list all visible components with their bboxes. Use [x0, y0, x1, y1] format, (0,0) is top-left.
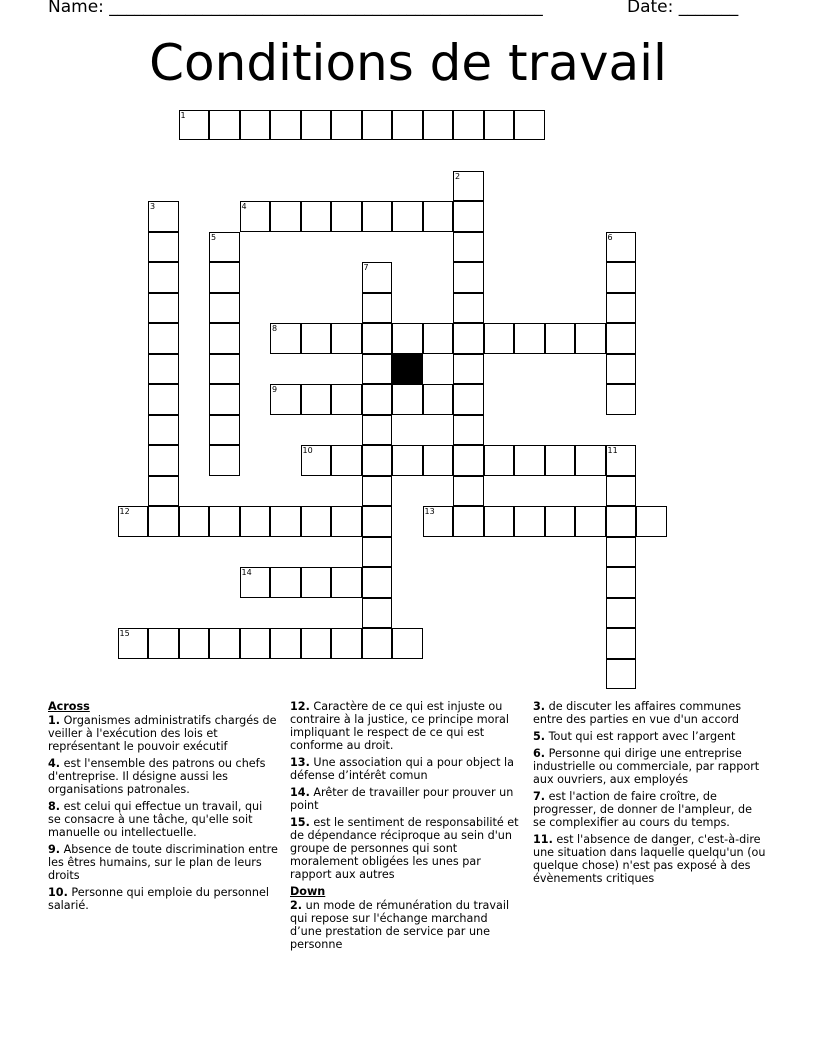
crossword-cell[interactable] [301, 110, 332, 141]
clue-across-1 [48, 714, 278, 753]
crossword-cell[interactable] [606, 598, 637, 629]
crossword-cell[interactable] [362, 598, 393, 629]
clue-number: 13. [290, 756, 310, 769]
clue-text: Organismes administratifs chargés de veiller à l'exécution des lois et représentant le pouvoir exécutif [48, 714, 277, 753]
crossword-cell[interactable] [148, 262, 179, 293]
crossword-cell[interactable] [331, 567, 362, 598]
page-title: Conditions de travail [149, 34, 667, 92]
crossword-cell[interactable] [606, 232, 637, 263]
crossword-cell[interactable] [148, 323, 179, 354]
clue-number: 7. [533, 790, 546, 803]
clue-number-label: 9 [272, 385, 278, 394]
crossword-cell[interactable] [606, 506, 637, 537]
crossword-cell[interactable] [575, 506, 606, 537]
crossword-cell[interactable] [209, 384, 240, 415]
crossword-cell[interactable] [392, 110, 423, 141]
crossword-cell[interactable] [301, 201, 332, 232]
crossword-cell[interactable] [301, 384, 332, 415]
clue-text: est l'ensemble des patrons ou chefs d'entreprise. Il désigne aussi les organisations patronales. [48, 757, 266, 796]
clue-number-label: 13 [424, 507, 435, 516]
crossword-cell[interactable] [453, 293, 484, 324]
crossword-cell[interactable] [545, 323, 576, 354]
crossword-cell[interactable] [301, 445, 332, 476]
crossword-cell[interactable] [514, 110, 545, 141]
crossword-cell[interactable] [209, 110, 240, 141]
clue-number: 1. [48, 714, 61, 727]
clue-text: est celui qui effectue un travail, qui se consacre à une tâche, qu'elle soit manuelle ou intellectuelle. [48, 800, 263, 839]
clue-down-3 [533, 700, 768, 726]
crossword-cell[interactable] [362, 323, 393, 354]
crossword-cell[interactable] [392, 323, 423, 354]
crossword-cell[interactable] [423, 110, 454, 141]
crossword-cell[interactable] [362, 506, 393, 537]
crossword-cell[interactable] [575, 445, 606, 476]
crossword-cell[interactable] [179, 628, 210, 659]
clue-text: Caractère de ce qui est injuste ou contraire à la justice, ce principe moral impliquant le respect de ce qui est conforme au droit. [290, 700, 510, 752]
crossword-cell[interactable] [301, 628, 332, 659]
crossword-cell[interactable] [362, 445, 393, 476]
clues-column-3 [533, 700, 768, 889]
crossword-cell[interactable] [484, 445, 515, 476]
crossword-cell[interactable] [484, 506, 515, 537]
crossword-cell[interactable] [148, 415, 179, 446]
crossword-cell[interactable] [453, 171, 484, 202]
clue-number-label: 1 [180, 110, 186, 120]
crossword-cell[interactable] [362, 201, 393, 232]
crossword-cell[interactable] [362, 567, 393, 598]
crossword-cell[interactable] [270, 323, 301, 354]
crossword-cell[interactable] [209, 506, 240, 537]
clue-text: Une association qui a pour object la défense d’intérêt comun [290, 756, 515, 782]
crossword-cell[interactable] [209, 415, 240, 446]
clue-number-label: 8 [272, 324, 278, 333]
crossword-cell[interactable] [362, 293, 393, 324]
crossword-cell[interactable] [209, 445, 240, 476]
crossword-cell[interactable] [270, 110, 301, 141]
crossword-cell[interactable] [270, 506, 301, 537]
crossword-cell[interactable] [331, 384, 362, 415]
clue-number-label: 6 [607, 232, 613, 242]
clue-text: Personne qui emploie du personnel salarié. [48, 886, 269, 912]
clue-text: Arêter de travailler pour prouver un point [290, 786, 514, 812]
crossword-cell[interactable] [148, 293, 179, 324]
crossword-cell[interactable] [331, 110, 362, 141]
crossword-cell[interactable] [148, 354, 179, 385]
crossword-cell[interactable] [514, 445, 545, 476]
crossword-cell[interactable] [453, 323, 484, 354]
crossword-cell[interactable] [606, 384, 637, 415]
crossword-cell[interactable] [453, 354, 484, 385]
crossword-cell[interactable] [453, 476, 484, 507]
crossword-cell[interactable] [392, 384, 423, 415]
clue-down-11 [533, 833, 768, 885]
clue-across-9 [48, 843, 278, 882]
crossword-cell[interactable] [606, 354, 637, 385]
crossword-cell[interactable] [301, 323, 332, 354]
clue-text: est l'action de faire croître, de progresser, de donner de l'ampleur, de se complexifier au cours du temps. [533, 790, 752, 829]
clue-number: 12. [290, 700, 310, 713]
crossword-cell[interactable] [575, 323, 606, 354]
crossword-cell[interactable] [331, 323, 362, 354]
crossword-cell[interactable] [392, 201, 423, 232]
name-field-label: Name: ___________________________________________________ [48, 0, 543, 17]
black-square [392, 354, 423, 385]
crossword-cell[interactable] [362, 384, 393, 415]
crossword-cell[interactable] [270, 628, 301, 659]
crossword-cell[interactable] [606, 476, 637, 507]
clue-number-label: 2 [455, 171, 461, 181]
clue-across-10 [48, 886, 278, 912]
clue-down-5 [533, 730, 768, 743]
clue-down-2 [290, 899, 520, 951]
clues-column-1 [48, 700, 278, 916]
crossword-cell[interactable] [301, 567, 332, 598]
clue-number-label: 12 [119, 507, 130, 516]
clue-number: 2. [290, 899, 303, 912]
crossword-cell[interactable] [606, 445, 637, 476]
crossword-cell[interactable] [270, 384, 301, 415]
clue-number: 10. [48, 886, 68, 899]
clue-number-label: 11 [607, 446, 618, 455]
clue-number: 5. [533, 730, 546, 743]
crossword-cell[interactable] [545, 506, 576, 537]
clue-number: 11. [533, 833, 553, 846]
crossword-cell[interactable] [118, 628, 149, 659]
down-heading: Down [290, 885, 326, 898]
clue-text: Personne qui dirige une entreprise industrielle ou commerciale, par rapport aux ouvriers, aux employés [533, 747, 760, 786]
clue-across-12 [290, 700, 520, 752]
clue-number-label: 5 [211, 232, 217, 242]
crossword-cell[interactable] [209, 232, 240, 263]
crossword-cell[interactable] [453, 384, 484, 415]
clue-number: 15. [290, 816, 310, 829]
clue-text: de discuter les affaires communes entre des parties en vue d'un accord [533, 700, 742, 726]
crossword-cell[interactable] [148, 445, 179, 476]
crossword-cell[interactable] [362, 537, 393, 568]
clue-number-label: 14 [241, 568, 252, 577]
crossword-cell[interactable] [209, 323, 240, 354]
crossword-cell[interactable] [392, 445, 423, 476]
crossword-cell[interactable] [606, 567, 637, 598]
crossword-cell[interactable] [362, 628, 393, 659]
clue-across-8 [48, 800, 278, 839]
crossword-cell[interactable] [118, 506, 149, 537]
crossword-cell[interactable] [545, 445, 576, 476]
crossword-cell[interactable] [423, 384, 454, 415]
date-field-label: Date: _______ [627, 0, 739, 17]
crossword-cell[interactable] [362, 110, 393, 141]
crossword-cell[interactable] [148, 384, 179, 415]
crossword-cell[interactable] [514, 323, 545, 354]
crossword-cell[interactable] [362, 415, 393, 446]
clue-number: 14. [290, 786, 310, 799]
crossword-cell[interactable] [362, 262, 393, 293]
clue-number: 4. [48, 757, 61, 770]
crossword-cell[interactable] [606, 293, 637, 324]
clue-across-14 [290, 786, 520, 812]
clue-number-label: 10 [302, 446, 313, 455]
crossword-cell[interactable] [484, 323, 515, 354]
crossword-cell[interactable] [148, 476, 179, 507]
clue-number: 3. [533, 700, 546, 713]
crossword-cell[interactable] [240, 110, 271, 141]
crossword-cell[interactable] [148, 506, 179, 537]
clue-down-6 [533, 747, 768, 786]
crossword-cell[interactable] [606, 537, 637, 568]
crossword-cell[interactable] [484, 110, 515, 141]
crossword-cell[interactable] [179, 506, 210, 537]
crossword-cell[interactable] [331, 506, 362, 537]
crossword-cell[interactable] [331, 201, 362, 232]
crossword-cell[interactable] [331, 628, 362, 659]
crossword-cell[interactable] [209, 354, 240, 385]
crossword-cell[interactable] [301, 506, 332, 537]
clue-text: Absence de toute discrimination entre les êtres humains, sur le plan de leurs droits [48, 843, 278, 882]
crossword-cell[interactable] [453, 415, 484, 446]
clue-text: est l'absence de danger, c'est-à-dire une situation dans laquelle quelqu'un (ou quelque chose) n'est pas exposé à des évènements critiques [533, 833, 766, 885]
clue-number: 6. [533, 747, 546, 760]
crossword-cell[interactable] [453, 110, 484, 141]
crossword-cell[interactable] [453, 506, 484, 537]
crossword-cell[interactable] [606, 659, 637, 690]
crossword-cell[interactable] [636, 506, 667, 537]
clue-number-label: 3 [150, 202, 156, 211]
crossword-cell[interactable] [148, 232, 179, 263]
clue-down-7 [533, 790, 768, 829]
crossword-cell[interactable] [240, 201, 271, 232]
crossword-cell[interactable] [392, 628, 423, 659]
crossword-cell[interactable] [179, 110, 210, 141]
crossword-cell[interactable] [270, 567, 301, 598]
crossword-cell[interactable] [423, 201, 454, 232]
clue-across-4 [48, 757, 278, 796]
clue-number: 8. [48, 800, 61, 813]
crossword-cell[interactable] [148, 201, 179, 232]
clue-across-15 [290, 816, 520, 881]
clue-number-label: 4 [241, 202, 247, 211]
crossword-cell[interactable] [270, 201, 301, 232]
clue-text: Tout qui est rapport avec l’argent [548, 730, 736, 743]
crossword-cell[interactable] [240, 567, 271, 598]
crossword-cell[interactable] [423, 506, 454, 537]
crossword-cell[interactable] [453, 232, 484, 263]
crossword-cell[interactable] [362, 354, 393, 385]
crossword-cell[interactable] [331, 445, 362, 476]
clue-number: 9. [48, 843, 61, 856]
crossword-cell[interactable] [240, 506, 271, 537]
crossword-cell[interactable] [423, 323, 454, 354]
crossword-cell[interactable] [514, 506, 545, 537]
clue-text: un mode de rémunération du travail qui repose sur l'échange marchand d’une prestation de service par une personne [290, 899, 510, 951]
crossword-cell[interactable] [148, 628, 179, 659]
clues-column-2 [290, 700, 520, 955]
crossword-cell[interactable] [209, 628, 240, 659]
across-heading: Across [48, 700, 90, 713]
crossword-cell[interactable] [209, 262, 240, 293]
crossword-cell[interactable] [423, 445, 454, 476]
crossword-cell[interactable] [606, 323, 637, 354]
clue-text: est le sentiment de responsabilité et de dépendance réciproque au sein d'un groupe de personnes qui sont moralement obligées les unes par rapport aux autres [290, 816, 519, 881]
clue-number-label: 7 [363, 263, 369, 272]
crossword-cell[interactable] [606, 628, 637, 659]
crossword-cell[interactable] [209, 293, 240, 324]
crossword-cell[interactable] [453, 201, 484, 232]
crossword-cell[interactable] [362, 476, 393, 507]
crossword-cell[interactable] [240, 628, 271, 659]
clue-number-label: 15 [119, 629, 130, 638]
crossword-cell[interactable] [453, 262, 484, 293]
crossword-cell[interactable] [606, 262, 637, 293]
crossword-cell[interactable] [453, 445, 484, 476]
clue-across-13 [290, 756, 520, 782]
